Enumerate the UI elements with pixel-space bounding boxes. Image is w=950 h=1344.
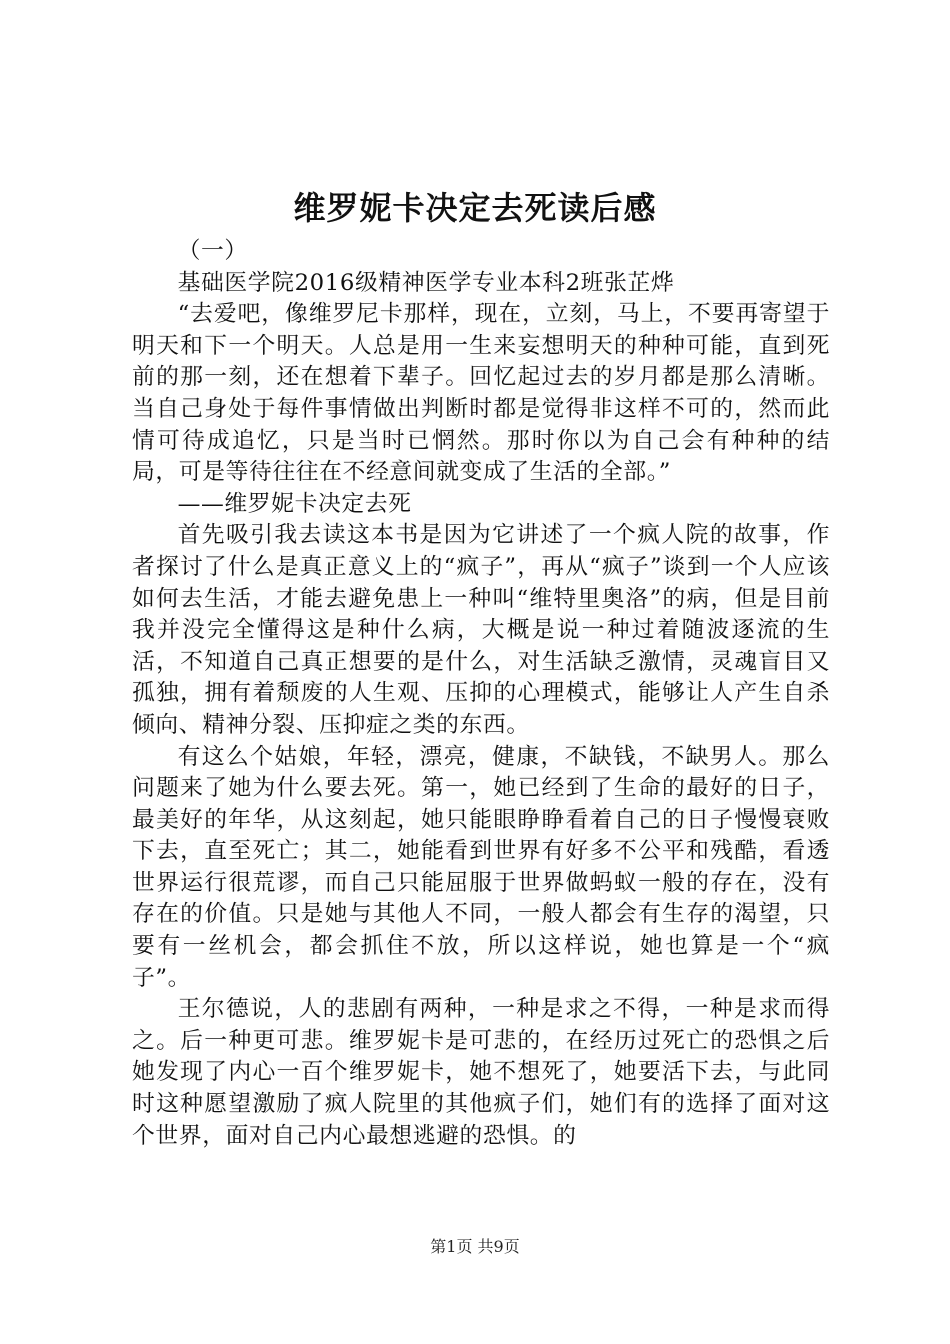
author-line: 基础医学院2016级精神医学专业本科2班张芷烨 — [177, 269, 675, 296]
section-marker: （一） — [177, 238, 248, 264]
document-title: 维罗妮卡决定去死读后感 — [293, 189, 657, 227]
document-body — [132, 236, 830, 1152]
opening-quote: “去爱吧，像维罗尼卡那样，现在，立刻，马上，不要再寄望于明天和下一个明天。人总是用一生来妄想明天的种种可能，直到死前的那一刻，还在想着下辈子。回忆起过去的岁月都是那么清晰。当自己身处于每件事情做出判断时都是觉得非这样不可的，然而此情可待成追忆，只是当时已惘然。那时你以为自己会有种种的结局，可是等待往往在不经意间就变成了生活的全部。” — [132, 301, 830, 486]
body-paragraph-1: 首先吸引我去读这本书是因为它讲述了一个疯人院的故事，作者探讨了什么是真正意义上的“疯子”，再从“疯子”谈到一个人应该如何去生活，才能去避免患上一种叫“维特里奥洛”的病，但是目前我并没完全懂得这是种什么病，大概是说一种过着随波逐流的生活，不知道自己真正想要的是什么，对生活缺乏激情，灵魂盲目又孤独，拥有着颓废的人生观、压抑的心理模式，能够让人产生自杀倾向、精神分裂、压抑症之类的东西。 — [132, 522, 830, 738]
page-number-footer: 第1页 共9页 — [430, 1237, 520, 1256]
quote-source: ——维罗妮卡决定去死 — [177, 490, 412, 517]
body-paragraph-3: 王尔德说，人的悲剧有两种，一种是求之不得，一种是求而得之。后一种更可悲。维罗妮卡是可悲的，在经历过死亡的恐惧之后她发现了内心一百个维罗妮卡，她不想死了，她要活下去，与此同时这种愿望激励了疯人院里的其他疯子们，她们有的选择了面对这个世界，面对自己内心最想逃避的恐惧。的 — [132, 996, 830, 1149]
body-paragraph-2: 有这么个姑娘，年轻，漂亮，健康，不缺钱，不缺男人。那么问题来了她为什么要去死。第一，她已经到了生命的最好的日子，最美好的年华，从这刻起，她只能眼睁睁看着自己的日子慢慢衰败下去，直至死亡；其二，她能看到世界有好多不公平和残酷，看透世界运行很荒谬，而自己只能屈服于世界做蚂蚁一般的存在，没有存在的价值。只是她与其他人不同，一般人都会有生存的渴望，只要有一丝机会，都会抓住不放，所以这样说，她也算是一个“疯子”。 — [132, 743, 830, 991]
